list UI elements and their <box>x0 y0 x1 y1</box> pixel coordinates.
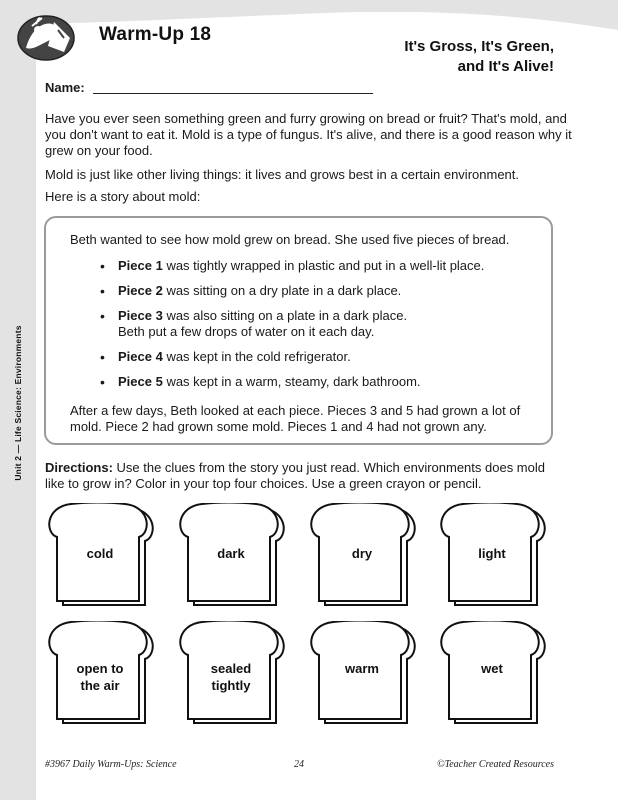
piece-text: was kept in a warm, steamy, dark bathroom. <box>162 374 421 389</box>
bread-label: cold <box>86 546 114 561</box>
list-item <box>98 283 528 299</box>
bread-label-line2: the air <box>80 678 120 693</box>
bread-choice-open-to-the-air[interactable] <box>45 621 163 725</box>
topic-title-line2: and It's Alive! <box>457 58 554 75</box>
piece-name: Piece 1 <box>118 258 163 273</box>
directions <box>45 460 565 492</box>
warmup-title: Warm-Up 18 <box>99 24 212 45</box>
bread-choice-dark[interactable] <box>176 503 294 607</box>
bread-label: dark <box>217 546 245 561</box>
piece-name: Piece 5 <box>118 374 163 389</box>
bread-choice-cold[interactable] <box>45 503 163 607</box>
list-item <box>98 258 528 274</box>
bread-choice-warm[interactable] <box>307 621 425 725</box>
piece-list <box>98 258 528 399</box>
piece-text: was sitting on a dry plate in a dark place. <box>162 283 402 298</box>
intro-paragraph-3: Here is a story about mold: <box>45 189 201 204</box>
footer-book-id: #3967 Daily Warm-Ups: Science <box>45 759 177 770</box>
bread-choice-light[interactable] <box>437 503 555 607</box>
bread-label: light <box>478 546 506 561</box>
bread-label: open to <box>76 661 124 676</box>
list-item <box>98 374 528 390</box>
piece-text: was kept in the cold refrigerator. <box>162 349 351 364</box>
directions-label: Directions: <box>45 460 113 475</box>
piece-name: Piece 3 <box>118 308 163 323</box>
story-intro: Beth wanted to see how mold grew on bread. She used five pieces of bread. <box>70 232 510 247</box>
piece-extra-text: Beth put a few drops of water on it each day. <box>118 324 375 339</box>
footer-publisher: ©Teacher Created Resources <box>436 759 554 770</box>
bread-choice-wet[interactable] <box>437 621 555 725</box>
directions-text: Use the clues from the story you just read. Which environments does mold like to grow in? Color in your top four choices. Use a green crayon or pencil. <box>45 460 545 491</box>
story-outcome: After a few days, Beth looked at each piece. Pieces 3 and 5 had grown a lot of mold. Piece 2 had grown some mold. Pieces 1 and 4 had not grown any. <box>70 403 521 434</box>
bread-choice-sealed-tightly[interactable] <box>176 621 294 725</box>
topic-title-line1: It's Gross, It's Green, <box>404 38 554 55</box>
piece-text: was tightly wrapped in plastic and put in a well-lit place. <box>162 258 485 273</box>
list-item <box>98 308 528 340</box>
footer-page-number: 24 <box>294 759 304 770</box>
bread-label-line2: tightly <box>211 678 251 693</box>
name-write-line[interactable] <box>93 93 373 94</box>
side-band <box>0 0 36 800</box>
piece-text: was also sitting on a plate in a dark place. <box>162 308 408 323</box>
piece-name: Piece 4 <box>118 349 163 364</box>
bread-label: sealed <box>210 661 252 676</box>
bread-choice-dry[interactable] <box>307 503 425 607</box>
bread-label: warm <box>345 661 379 676</box>
name-label: Name: <box>45 80 85 95</box>
intro-paragraph-2: Mold is just like other living things: it lives and grows best in a certain environment. <box>45 167 519 182</box>
bread-label: wet <box>481 661 503 676</box>
bread-label: dry <box>351 546 373 561</box>
topic-title <box>404 37 554 77</box>
warmup-logo-icon <box>12 8 84 64</box>
unit-label: Unit 2 — Life Science: Environments <box>13 325 23 481</box>
list-item <box>98 349 528 365</box>
story-box <box>44 216 553 445</box>
intro-paragraph-1: Have you ever seen something green and furry growing on bread or fruit? That's mold, and you don't want to eat it. Mold is a type of fungus. It's alive, and there is a good reason why it grew on your food. <box>45 111 572 158</box>
piece-name: Piece 2 <box>118 283 163 298</box>
